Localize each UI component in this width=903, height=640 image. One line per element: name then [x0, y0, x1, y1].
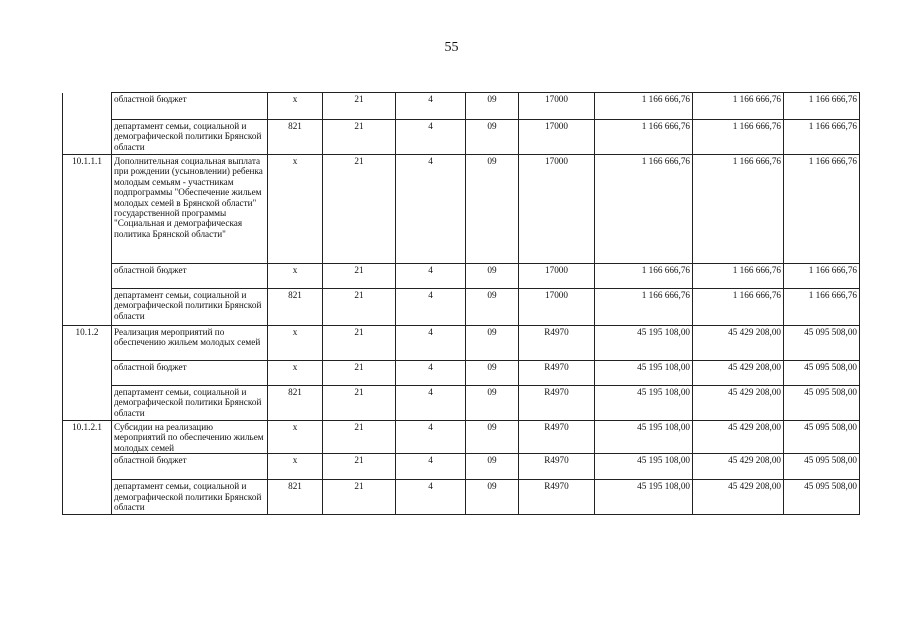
row-grbs: х	[268, 361, 323, 386]
row-direction: R4970	[519, 361, 595, 386]
row-code	[63, 120, 112, 155]
row-direction: R4970	[519, 480, 595, 515]
row-program: 21	[323, 480, 396, 515]
row-amount-2: 1 166 666,76	[693, 120, 784, 155]
row-code	[63, 480, 112, 515]
row-main-event: 09	[466, 155, 519, 264]
row-amount-1: 1 166 666,76	[595, 93, 693, 120]
row-name: областной бюджет	[112, 454, 268, 480]
row-program: 21	[323, 361, 396, 386]
row-name: Субсидии на реализацию мероприятий по обеспечению жильем молодых семей	[112, 421, 268, 454]
row-grbs: 821	[268, 289, 323, 326]
row-name: Реализация мероприятий по обеспечению жильем молодых семей	[112, 326, 268, 361]
row-name: департамент семьи, социальной и демографической политики Брянской области	[112, 480, 268, 515]
row-direction: 17000	[519, 93, 595, 120]
table-row	[63, 361, 860, 386]
row-program: 21	[323, 326, 396, 361]
row-direction: R4970	[519, 326, 595, 361]
row-amount-3: 1 166 666,76	[784, 155, 860, 264]
row-grbs: х	[268, 155, 323, 264]
row-direction: R4970	[519, 421, 595, 454]
row-amount-2: 1 166 666,76	[693, 289, 784, 326]
row-subprogram: 4	[396, 454, 466, 480]
table-row	[63, 289, 860, 326]
row-amount-1: 45 195 108,00	[595, 386, 693, 421]
row-amount-2: 45 429 208,00	[693, 361, 784, 386]
row-program: 21	[323, 386, 396, 421]
table-row	[63, 454, 860, 480]
row-main-event: 09	[466, 120, 519, 155]
row-amount-1: 1 166 666,76	[595, 264, 693, 289]
row-direction: 17000	[519, 155, 595, 264]
row-code: 10.1.2	[63, 326, 112, 361]
row-amount-1: 45 195 108,00	[595, 480, 693, 515]
budget-table	[62, 92, 860, 515]
row-amount-3: 45 095 508,00	[784, 386, 860, 421]
row-main-event: 09	[466, 264, 519, 289]
row-direction: 17000	[519, 264, 595, 289]
row-amount-3: 1 166 666,76	[784, 289, 860, 326]
row-amount-1: 45 195 108,00	[595, 421, 693, 454]
table-row	[63, 480, 860, 515]
row-code: 10.1.2.1	[63, 421, 112, 454]
row-amount-3: 1 166 666,76	[784, 264, 860, 289]
row-subprogram: 4	[396, 326, 466, 361]
row-subprogram: 4	[396, 289, 466, 326]
row-amount-1: 1 166 666,76	[595, 155, 693, 264]
row-direction: R4970	[519, 454, 595, 480]
row-grbs: 821	[268, 120, 323, 155]
row-grbs: х	[268, 93, 323, 120]
row-main-event: 09	[466, 454, 519, 480]
table-row	[63, 93, 860, 120]
row-grbs: х	[268, 454, 323, 480]
row-code	[63, 93, 112, 120]
row-subprogram: 4	[396, 480, 466, 515]
table-row	[63, 155, 860, 264]
row-amount-2: 45 429 208,00	[693, 386, 784, 421]
row-direction: 17000	[519, 289, 595, 326]
row-amount-3: 1 166 666,76	[784, 93, 860, 120]
table-row	[63, 264, 860, 289]
row-name: областной бюджет	[112, 264, 268, 289]
row-amount-3: 45 095 508,00	[784, 326, 860, 361]
row-direction: R4970	[519, 386, 595, 421]
row-main-event: 09	[466, 289, 519, 326]
row-grbs: х	[268, 326, 323, 361]
row-program: 21	[323, 264, 396, 289]
row-subprogram: 4	[396, 93, 466, 120]
row-amount-2: 45 429 208,00	[693, 480, 784, 515]
row-amount-2: 1 166 666,76	[693, 155, 784, 264]
row-amount-2: 45 429 208,00	[693, 421, 784, 454]
row-main-event: 09	[466, 326, 519, 361]
row-code	[63, 361, 112, 386]
row-program: 21	[323, 454, 396, 480]
row-amount-2: 45 429 208,00	[693, 326, 784, 361]
table-row	[63, 386, 860, 421]
row-program: 21	[323, 155, 396, 264]
row-program: 21	[323, 93, 396, 120]
row-main-event: 09	[466, 386, 519, 421]
row-subprogram: 4	[396, 386, 466, 421]
row-amount-3: 45 095 508,00	[784, 361, 860, 386]
row-subprogram: 4	[396, 421, 466, 454]
row-code	[63, 289, 112, 326]
row-amount-3: 1 166 666,76	[784, 120, 860, 155]
row-grbs: 821	[268, 386, 323, 421]
row-name: Дополнительная социальная выплата при рождении (усыновлении) ребенка молодым семьям - участникам подпрограммы "Обеспечение жильем молодых семей в Брянской области" государственной программы "Социальная и демографическая политика Брянской области"	[112, 155, 268, 264]
row-grbs: х	[268, 264, 323, 289]
row-amount-3: 45 095 508,00	[784, 480, 860, 515]
row-code	[63, 264, 112, 289]
row-amount-2: 1 166 666,76	[693, 264, 784, 289]
table-body	[63, 93, 860, 515]
row-code	[63, 386, 112, 421]
row-name: департамент семьи, социальной и демографической политики Брянской области	[112, 120, 268, 155]
row-subprogram: 4	[396, 120, 466, 155]
row-main-event: 09	[466, 93, 519, 120]
row-amount-1: 45 195 108,00	[595, 326, 693, 361]
row-name: областной бюджет	[112, 361, 268, 386]
row-code	[63, 454, 112, 480]
row-amount-3: 45 095 508,00	[784, 454, 860, 480]
row-amount-2: 45 429 208,00	[693, 454, 784, 480]
row-program: 21	[323, 421, 396, 454]
row-grbs: х	[268, 421, 323, 454]
row-code: 10.1.1.1	[63, 155, 112, 264]
row-name: департамент семьи, социальной и демографической политики Брянской области	[112, 289, 268, 326]
row-amount-1: 45 195 108,00	[595, 454, 693, 480]
row-program: 21	[323, 120, 396, 155]
row-amount-3: 45 095 508,00	[784, 421, 860, 454]
row-name: департамент семьи, социальной и демографической политики Брянской области	[112, 386, 268, 421]
row-direction: 17000	[519, 120, 595, 155]
table-row	[63, 421, 860, 454]
row-subprogram: 4	[396, 361, 466, 386]
row-subprogram: 4	[396, 155, 466, 264]
row-amount-1: 1 166 666,76	[595, 120, 693, 155]
page-number: 55	[444, 40, 459, 55]
table-row	[63, 326, 860, 361]
row-main-event: 09	[466, 480, 519, 515]
row-program: 21	[323, 289, 396, 326]
row-main-event: 09	[466, 421, 519, 454]
table-row	[63, 120, 860, 155]
row-amount-2: 1 166 666,76	[693, 93, 784, 120]
row-main-event: 09	[466, 361, 519, 386]
row-amount-1: 45 195 108,00	[595, 361, 693, 386]
row-name: областной бюджет	[112, 93, 268, 120]
row-subprogram: 4	[396, 264, 466, 289]
row-grbs: 821	[268, 480, 323, 515]
row-amount-1: 1 166 666,76	[595, 289, 693, 326]
